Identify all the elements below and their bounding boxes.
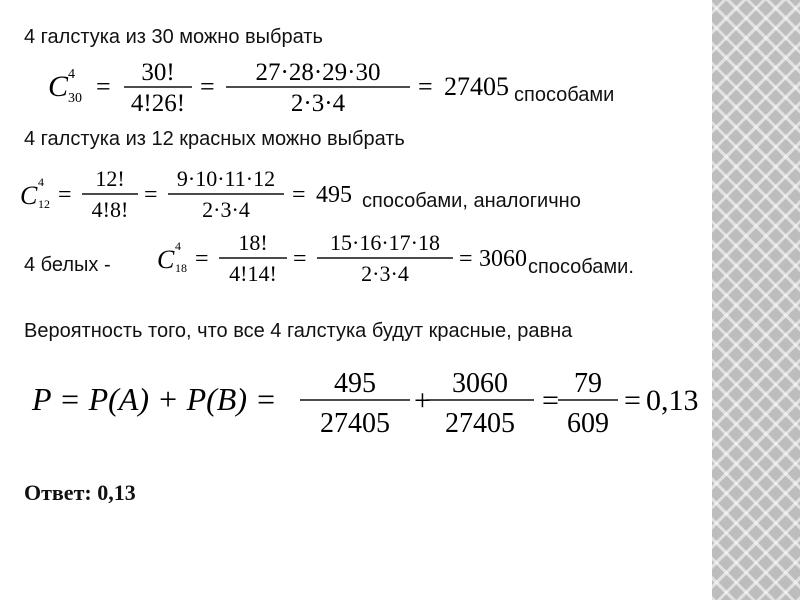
text-line-30-ties: 4 галстука из 30 можно выбрать — [24, 26, 323, 48]
superscript: 4 — [68, 67, 75, 82]
text-line-probability: Вероятность того, что все 4 галстука будут красные, равна — [24, 320, 573, 342]
superscript: 4 — [175, 239, 181, 253]
fraction-numerator: 9·10·11·12 — [176, 166, 276, 191]
decorative-side-band — [712, 0, 800, 600]
suffix-ways-1: способами — [514, 84, 615, 106]
text-line-12-red: 4 галстука из 12 красных можно выбрать — [24, 128, 405, 150]
fraction-numerator: 495 — [334, 368, 376, 399]
combination-symbol: C — [157, 245, 175, 274]
answer-text: Ответ: 0,13 — [24, 480, 136, 505]
formula-probability — [32, 364, 699, 449]
fraction-denominator: 27405 — [445, 408, 515, 439]
equals-sign: = — [293, 246, 307, 272]
result-value: 0,13 — [646, 384, 699, 417]
fraction-numerator: 3060 — [452, 368, 508, 399]
equals-sign: = — [292, 182, 306, 208]
equals-sign: = — [542, 384, 559, 417]
fraction-denominator: 2·3·4 — [361, 261, 409, 286]
combination-symbol: C — [20, 181, 38, 210]
equals-sign: = — [624, 384, 641, 417]
plus-sign: + — [414, 384, 431, 417]
result-value: 27405 — [444, 72, 509, 101]
fraction-numerator: 30! — [141, 59, 175, 86]
formula-c30 — [46, 58, 516, 121]
fraction-numerator: 12! — [95, 166, 125, 191]
result-value: 3060 — [479, 246, 527, 272]
fraction-denominator: 2·3·4 — [202, 197, 250, 222]
subscript: 12 — [38, 197, 50, 211]
equals-sign: = — [96, 72, 111, 101]
superscript: 4 — [38, 175, 44, 189]
fraction-denominator: 4!14! — [229, 261, 277, 286]
formula-c12 — [18, 166, 358, 231]
fraction-denominator: 4!8! — [91, 197, 129, 222]
equals-sign: = — [459, 246, 473, 272]
suffix-ways-3: способами. — [528, 256, 634, 278]
equals-sign: = — [200, 72, 215, 101]
fraction-denominator: 4!26! — [130, 90, 186, 117]
fraction-denominator: 2·3·4 — [290, 90, 346, 117]
formula-c18 — [155, 228, 535, 295]
equals-sign: = — [58, 182, 72, 208]
combination-symbol: C — [48, 70, 69, 103]
probability-lhs: P = P(A) + P(B) = — [32, 381, 277, 417]
fraction-denominator: 609 — [567, 408, 609, 439]
equals-sign: = — [144, 182, 158, 208]
subscript: 30 — [68, 91, 82, 106]
subscript: 18 — [175, 261, 187, 275]
fraction-numerator: 27·28·29·30 — [255, 59, 381, 86]
result-value: 495 — [316, 182, 352, 208]
fraction-numerator: 18! — [238, 230, 268, 255]
equals-sign: = — [418, 72, 433, 101]
fraction-numerator: 15·16·17·18 — [330, 230, 440, 255]
equals-sign: = — [195, 246, 209, 272]
fraction-denominator: 27405 — [320, 408, 390, 439]
fraction-numerator: 79 — [574, 368, 602, 399]
text-line-white: 4 белых - — [24, 254, 111, 276]
suffix-ways-2: способами, аналогично — [362, 190, 581, 212]
